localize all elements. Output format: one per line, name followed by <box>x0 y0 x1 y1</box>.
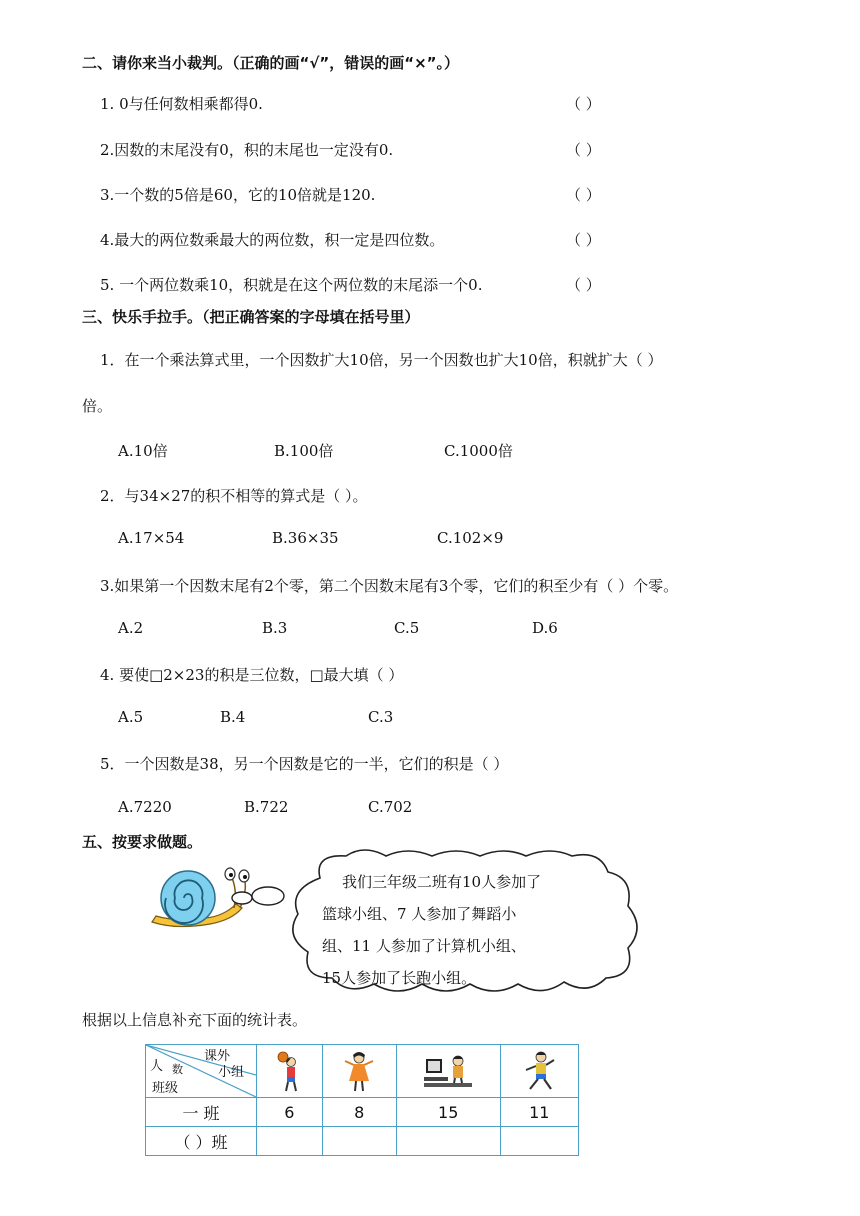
table-instruction: 根据以上信息补充下面的统计表。 <box>82 1011 308 1029</box>
choice-q4-option-c[interactable]: C.3 <box>368 708 394 726</box>
cell-blank-basketball[interactable] <box>257 1127 323 1156</box>
cloud-line-3: 组、11 人参加了计算机小组、 <box>322 937 526 955</box>
judge-item-1: 1. 0与任何数相乘都得0. <box>100 95 263 113</box>
corner-label-center: 数 <box>172 1063 183 1076</box>
choice-q3-option-b[interactable]: B.3 <box>262 619 288 637</box>
cloud-line-4: 15人参加了长跑小组。 <box>322 969 477 987</box>
choice-q1-option-c[interactable]: C.1000倍 <box>444 442 513 460</box>
cloud-line-2: 篮球小组、7 人参加了舞蹈小 <box>322 905 517 923</box>
cell-blank-running[interactable] <box>500 1127 578 1156</box>
judge-answer-4[interactable]: （ ） <box>566 231 601 249</box>
choice-q1-text: 1．在一个乘法算式里，一个因数扩大10倍，另一个因数也扩大10倍，积就扩大（ ） <box>100 351 663 369</box>
choice-q4-option-b[interactable]: B.4 <box>220 708 246 726</box>
col-dance <box>322 1045 396 1098</box>
judge-item-4: 4.最大的两位数乘最大的两位数，积一定是四位数。 <box>100 231 445 249</box>
row-class-blank-label[interactable]: （ ）班 <box>146 1127 257 1156</box>
judge-item-2: 2.因数的末尾没有0，积的末尾也一定没有0. <box>100 141 394 159</box>
choice-q3-option-a[interactable]: A.2 <box>118 619 144 637</box>
judge-answer-3[interactable]: （ ） <box>566 186 601 204</box>
section3-heading: 三、快乐手拉手。（把正确答案的字母填在括号里） <box>82 308 420 326</box>
cell-class1-basketball: 6 <box>257 1098 323 1127</box>
runner-icon <box>521 1049 557 1093</box>
table-corner-header <box>146 1045 257 1098</box>
statistics-table <box>145 1044 579 1156</box>
choice-q3-option-d[interactable]: D.6 <box>532 619 558 637</box>
judge-answer-2[interactable]: （ ） <box>566 141 601 159</box>
corner-label-left: 人 <box>150 1059 164 1074</box>
corner-label-bottom: 班级 <box>152 1081 179 1096</box>
cell-blank-dance[interactable] <box>322 1127 396 1156</box>
cloud-line-1: 我们三年级二班有10人参加了 <box>342 873 542 891</box>
choice-q4-text: 4. 要使□2×23的积是三位数，□最大填（ ） <box>100 666 404 684</box>
col-running <box>500 1045 578 1098</box>
col-basketball <box>257 1045 323 1098</box>
choice-q1-option-a[interactable]: A.10倍 <box>118 442 168 460</box>
choice-q1-option-b[interactable]: B.100倍 <box>274 442 334 460</box>
cell-class1-dance: 8 <box>322 1098 396 1127</box>
choice-q3-text: 3.如果第一个因数末尾有2个零，第二个因数末尾有3个零，它们的积至少有（ ）个零。 <box>100 577 679 595</box>
computer-user-icon <box>424 1051 472 1091</box>
choice-q5-option-a[interactable]: A.7220 <box>118 798 172 816</box>
choice-q3-option-c[interactable]: C.5 <box>394 619 420 637</box>
judge-answer-5[interactable]: （ ） <box>566 276 601 294</box>
cell-class1-computer: 15 <box>396 1098 500 1127</box>
judge-answer-1[interactable]: （ ） <box>566 95 601 113</box>
corner-label-top: 课外 <box>204 1049 231 1064</box>
section5-heading: 五、按要求做题。 <box>82 833 203 851</box>
section2-heading: 二、请你来当小裁判。（正确的画“√”，错误的画“×”。） <box>82 54 460 72</box>
col-computer <box>396 1045 500 1098</box>
basketball-player-icon <box>274 1049 304 1093</box>
choice-q5-option-b[interactable]: B.722 <box>244 798 289 816</box>
corner-label-right: 小组 <box>218 1065 245 1080</box>
choice-q5-text: 5．一个因数是38，另一个因数是它的一半，它们的积是（ ） <box>100 755 509 773</box>
choice-q2-option-b[interactable]: B.36×35 <box>272 529 339 547</box>
row-class-1-label: 一 班 <box>146 1098 257 1127</box>
dancer-icon <box>342 1049 376 1093</box>
choice-q2-option-c[interactable]: C.102×9 <box>437 529 504 547</box>
choice-q5-option-c[interactable]: C.702 <box>368 798 413 816</box>
judge-item-5: 5. 一个两位数乘10，积就是在这个两位数的末尾添一个0. <box>100 276 483 294</box>
cell-class1-running: 11 <box>500 1098 578 1127</box>
cell-blank-computer[interactable] <box>396 1127 500 1156</box>
choice-q1-text-cont: 倍。 <box>82 397 113 415</box>
choice-q2-text: 2．与34×27的积不相等的算式是（ ）。 <box>100 487 368 505</box>
choice-q2-option-a[interactable]: A.17×54 <box>118 529 185 547</box>
judge-item-3: 3.一个数的5倍是60，它的10倍就是120. <box>100 186 376 204</box>
choice-q4-option-a[interactable]: A.5 <box>118 708 144 726</box>
